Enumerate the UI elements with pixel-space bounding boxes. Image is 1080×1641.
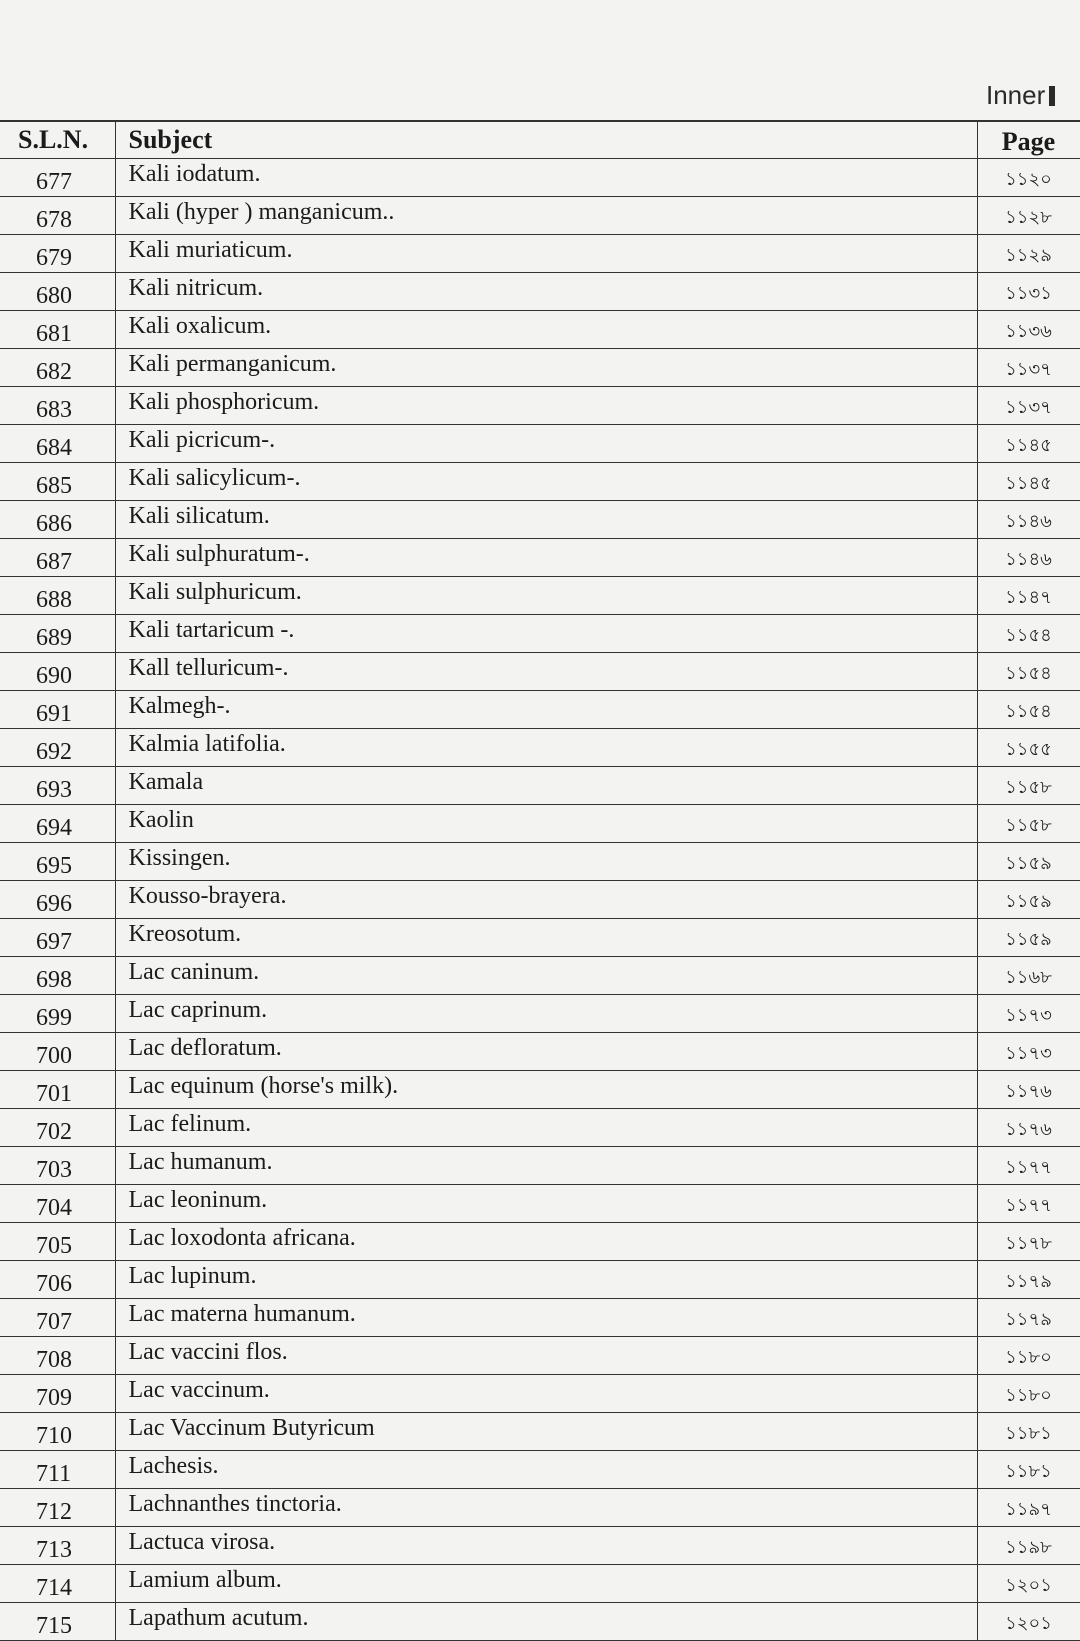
page-cell: ১১৯৮	[977, 1526, 1080, 1564]
page-cell: ১১৩৭	[977, 348, 1080, 386]
sln-cell: 709	[0, 1374, 115, 1412]
subject-cell: Kalmegh-.	[115, 690, 977, 728]
subject-cell: Lac Vaccinum Butyricum	[115, 1412, 977, 1450]
table-row	[0, 1526, 1080, 1564]
table-body	[0, 158, 1080, 1640]
table-row	[0, 272, 1080, 310]
sln-cell: 693	[0, 766, 115, 804]
sln-cell: 697	[0, 918, 115, 956]
subject-cell: Lac humanum.	[115, 1146, 977, 1184]
page-cell: ১১৭৬	[977, 1070, 1080, 1108]
table-row	[0, 1336, 1080, 1374]
subject-cell: Kali nitricum.	[115, 272, 977, 310]
table-row	[0, 500, 1080, 538]
page-cell: ১১৪৫	[977, 462, 1080, 500]
section-label-text: Inner	[986, 80, 1046, 110]
sln-cell: 706	[0, 1260, 115, 1298]
subject-cell: Lactuca virosa.	[115, 1526, 977, 1564]
sln-cell: 708	[0, 1336, 115, 1374]
subject-cell: Lac caprinum.	[115, 994, 977, 1032]
table-row	[0, 1564, 1080, 1602]
section-marker	[1049, 86, 1055, 106]
subject-cell: Kousso-brayera.	[115, 880, 977, 918]
page-cell: ১১৮১	[977, 1412, 1080, 1450]
page-cell: ১১৭৭	[977, 1146, 1080, 1184]
table-row	[0, 1108, 1080, 1146]
sln-cell: 684	[0, 424, 115, 462]
page-cell: ১১৭৯	[977, 1260, 1080, 1298]
subject-cell: Lapathum acutum.	[115, 1602, 977, 1640]
sln-cell: 681	[0, 310, 115, 348]
table-row	[0, 842, 1080, 880]
page-cell: ১১৭৬	[977, 1108, 1080, 1146]
table-row	[0, 1450, 1080, 1488]
sln-cell: 711	[0, 1450, 115, 1488]
table-row	[0, 158, 1080, 196]
sln-cell: 715	[0, 1602, 115, 1640]
sln-cell: 686	[0, 500, 115, 538]
sln-cell: 703	[0, 1146, 115, 1184]
page-cell: ১১৫৮	[977, 804, 1080, 842]
subject-cell: Kali salicylicum-.	[115, 462, 977, 500]
table-row	[0, 424, 1080, 462]
table-row	[0, 1032, 1080, 1070]
page-cell: ১১৫৯	[977, 918, 1080, 956]
header-page: Page	[977, 121, 1080, 158]
subject-cell: Kali muriaticum.	[115, 234, 977, 272]
table-row	[0, 880, 1080, 918]
sln-cell: 707	[0, 1298, 115, 1336]
subject-cell: Kreosotum.	[115, 918, 977, 956]
page-cell: ১১৮০	[977, 1374, 1080, 1412]
table-row	[0, 234, 1080, 272]
table-row	[0, 1374, 1080, 1412]
page-cell: ১১৫৯	[977, 842, 1080, 880]
table-row	[0, 462, 1080, 500]
page-cell: ১১৫৯	[977, 880, 1080, 918]
sln-cell: 699	[0, 994, 115, 1032]
page-cell: ১১৭৭	[977, 1184, 1080, 1222]
table-row	[0, 386, 1080, 424]
subject-cell: Lachesis.	[115, 1450, 977, 1488]
subject-cell: Lac defloratum.	[115, 1032, 977, 1070]
table-row	[0, 652, 1080, 690]
table-row	[0, 1222, 1080, 1260]
subject-cell: Kali iodatum.	[115, 158, 977, 196]
sln-cell: 678	[0, 196, 115, 234]
section-label	[986, 80, 1055, 111]
table-row	[0, 196, 1080, 234]
subject-cell: Lac felinum.	[115, 1108, 977, 1146]
sln-cell: 685	[0, 462, 115, 500]
subject-cell: Kissingen.	[115, 842, 977, 880]
subject-cell: Kali oxalicum.	[115, 310, 977, 348]
page-cell: ১১৫৪	[977, 690, 1080, 728]
sln-cell: 696	[0, 880, 115, 918]
page-cell: ১১৫৪	[977, 614, 1080, 652]
table-row	[0, 1412, 1080, 1450]
sln-cell: 683	[0, 386, 115, 424]
page-cell: ১১৫৮	[977, 766, 1080, 804]
page-cell: ১১৩৭	[977, 386, 1080, 424]
page-cell: ১২০১	[977, 1602, 1080, 1640]
page-cell: ১১৬৮	[977, 956, 1080, 994]
subject-cell: Kali phosphoricum.	[115, 386, 977, 424]
sln-cell: 713	[0, 1526, 115, 1564]
page-cell: ১১৯৭	[977, 1488, 1080, 1526]
page-cell: ১১৪৫	[977, 424, 1080, 462]
page-cell: ১১৭৯	[977, 1298, 1080, 1336]
table-row	[0, 1146, 1080, 1184]
sln-cell: 698	[0, 956, 115, 994]
header-sln: S.L.N.	[0, 121, 115, 158]
page-cell: ১১৭৩	[977, 1032, 1080, 1070]
sln-cell: 691	[0, 690, 115, 728]
subject-cell: Kali silicatum.	[115, 500, 977, 538]
subject-cell: Lac leoninum.	[115, 1184, 977, 1222]
sln-cell: 695	[0, 842, 115, 880]
table-row	[0, 1298, 1080, 1336]
table-row	[0, 956, 1080, 994]
table-row	[0, 690, 1080, 728]
page-cell: ১১৩৬	[977, 310, 1080, 348]
sln-cell: 692	[0, 728, 115, 766]
page-cell: ১১৫৫	[977, 728, 1080, 766]
sln-cell: 712	[0, 1488, 115, 1526]
sln-cell: 705	[0, 1222, 115, 1260]
subject-cell: Lac vaccinum.	[115, 1374, 977, 1412]
subject-cell: Kali picricum-.	[115, 424, 977, 462]
page-cell: ১১২৯	[977, 234, 1080, 272]
page-cell: ১২০১	[977, 1564, 1080, 1602]
sln-cell: 687	[0, 538, 115, 576]
subject-cell: Kali sulphuricum.	[115, 576, 977, 614]
sln-cell: 689	[0, 614, 115, 652]
table-header	[0, 121, 1080, 158]
subject-cell: Lac equinum (horse's milk).	[115, 1070, 977, 1108]
subject-cell: Lac caninum.	[115, 956, 977, 994]
header-row	[0, 121, 1080, 158]
table-row	[0, 994, 1080, 1032]
subject-cell: Kalmia latifolia.	[115, 728, 977, 766]
sln-cell: 682	[0, 348, 115, 386]
table-row	[0, 1184, 1080, 1222]
page-cell: ১১২০	[977, 158, 1080, 196]
table-row	[0, 614, 1080, 652]
table-row	[0, 1488, 1080, 1526]
index-table	[0, 120, 1080, 1641]
page-cell: ১১৫৪	[977, 652, 1080, 690]
table-row	[0, 1070, 1080, 1108]
page-cell: ১১৩১	[977, 272, 1080, 310]
subject-cell: Lamium album.	[115, 1564, 977, 1602]
table-row	[0, 1260, 1080, 1298]
sln-cell: 680	[0, 272, 115, 310]
sln-cell: 688	[0, 576, 115, 614]
header-subject: Subject	[115, 121, 977, 158]
table-row	[0, 538, 1080, 576]
page-cell: ১১২৮	[977, 196, 1080, 234]
sln-cell: 710	[0, 1412, 115, 1450]
subject-cell: Lac vaccini flos.	[115, 1336, 977, 1374]
sln-cell: 677	[0, 158, 115, 196]
table-row	[0, 576, 1080, 614]
subject-cell: Kali (hyper ) manganicum..	[115, 196, 977, 234]
page-cell: ১১৪৬	[977, 538, 1080, 576]
subject-cell: Kali tartaricum -.	[115, 614, 977, 652]
table-row	[0, 804, 1080, 842]
subject-cell: Kall telluricum-.	[115, 652, 977, 690]
sln-cell: 694	[0, 804, 115, 842]
sln-cell: 700	[0, 1032, 115, 1070]
sln-cell: 702	[0, 1108, 115, 1146]
page-cell: ১১৭৮	[977, 1222, 1080, 1260]
sln-cell: 701	[0, 1070, 115, 1108]
page-cell: ১১৮০	[977, 1336, 1080, 1374]
sln-cell: 690	[0, 652, 115, 690]
subject-cell: Kamala	[115, 766, 977, 804]
sln-cell: 714	[0, 1564, 115, 1602]
subject-cell: Kali permanganicum.	[115, 348, 977, 386]
page-cell: ১১৪৭	[977, 576, 1080, 614]
subject-cell: Lachnanthes tinctoria.	[115, 1488, 977, 1526]
subject-cell: Lac loxodonta africana.	[115, 1222, 977, 1260]
subject-cell: Lac lupinum.	[115, 1260, 977, 1298]
sln-cell: 704	[0, 1184, 115, 1222]
table-row	[0, 348, 1080, 386]
subject-cell: Kaolin	[115, 804, 977, 842]
table-row	[0, 766, 1080, 804]
table-row	[0, 918, 1080, 956]
subject-cell: Kali sulphuratum-.	[115, 538, 977, 576]
page-cell: ১১৭৩	[977, 994, 1080, 1032]
page-cell: ১১৪৬	[977, 500, 1080, 538]
table-row	[0, 1602, 1080, 1640]
page-cell: ১১৮১	[977, 1450, 1080, 1488]
table-row	[0, 310, 1080, 348]
sln-cell: 679	[0, 234, 115, 272]
subject-cell: Lac materna humanum.	[115, 1298, 977, 1336]
table-row	[0, 728, 1080, 766]
